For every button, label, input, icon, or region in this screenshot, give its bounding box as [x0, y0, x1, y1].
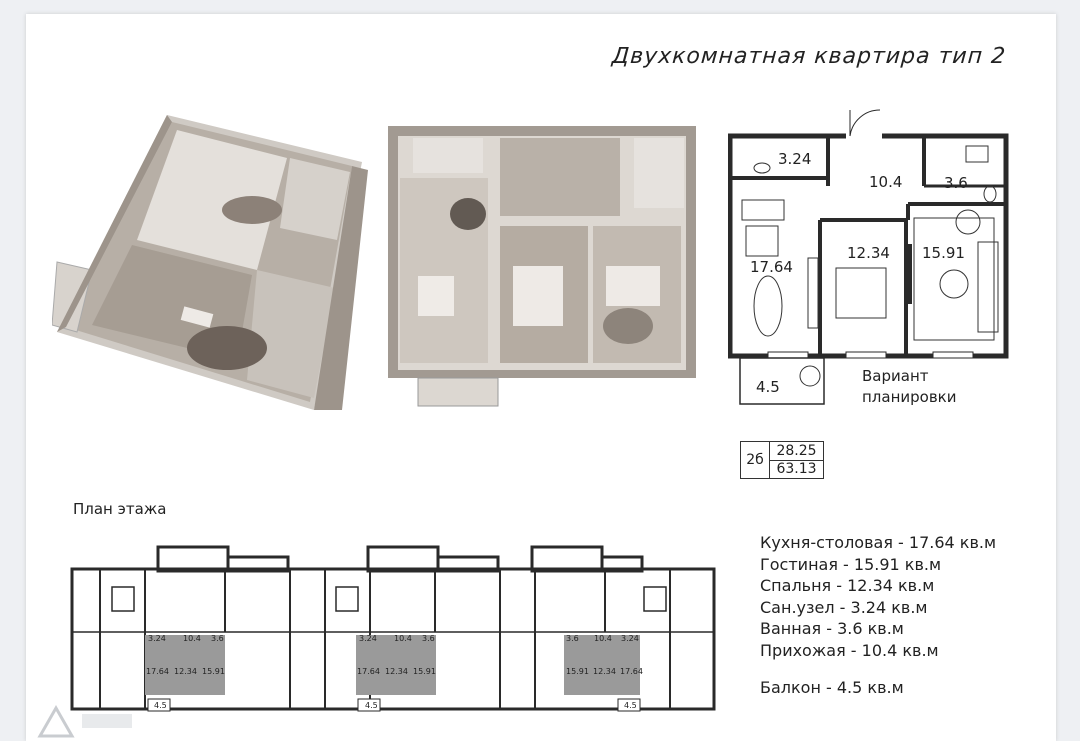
plan-room-bath: 3.6: [944, 174, 968, 192]
legend-item: Прихожая - 10.4 кв.м: [760, 640, 939, 660]
floor-plan-title: План этажа: [73, 500, 167, 518]
floor-unit-2-l: 15.91: [413, 667, 436, 676]
floor-unit-3-k: 15.91: [566, 667, 589, 676]
floor-unit-3: [565, 633, 651, 713]
unit-area-box: [740, 441, 824, 479]
plan-room-kitchen: 17.64: [750, 258, 793, 276]
floor-unit-1: [145, 633, 231, 713]
legend-item: Сан.узел - 3.24 кв.м: [760, 597, 928, 617]
legend-item: Спальня - 12.34 кв.м: [760, 576, 935, 595]
floor-unit-2-k: 17.64: [357, 667, 380, 676]
page-title: Двухкомнатная квартира тип 2: [611, 44, 1007, 69]
unit-code: 2б: [741, 442, 770, 478]
floor-unit-1-r3: 3.6: [211, 634, 224, 643]
legend-item: Кухня-столовая - 17.64 кв.м: [760, 533, 997, 552]
unit-total-area: 63.13: [776, 461, 817, 477]
plan-room-balcony: 4.5: [756, 378, 780, 396]
layout-variant-caption: [862, 366, 957, 408]
plan-room-hall: 10.4: [869, 173, 903, 191]
floor-unit-3-r3: 3.24: [621, 634, 639, 643]
floor-unit-2-r2: 10.4: [394, 634, 412, 643]
floor-unit-2-b: 12.34: [385, 667, 408, 676]
legend-item: Гостиная - 15.91 кв.м: [760, 554, 942, 574]
topdown-render-image: [388, 126, 696, 408]
floor-unit-2-r3: 3.6: [422, 634, 435, 643]
floor-unit-1-r1: 3.24: [148, 634, 166, 643]
floor-unit-1-r2: 10.4: [183, 634, 201, 643]
floor-unit-3-r2: 10.4: [594, 634, 612, 643]
floor-unit-3-bal: 4.5: [624, 701, 637, 710]
floor-unit-3-r1: 3.6: [566, 634, 579, 643]
variant-line-2: планировки: [862, 388, 957, 406]
legend-item: Ванная - 3.6 кв.м: [760, 619, 904, 638]
variant-line-1: Вариант: [862, 367, 929, 385]
floor-unit-1-k: 17.64: [146, 667, 169, 676]
plan-room-bathroom: 3.24: [778, 150, 812, 168]
watermark-logo: [0, 672, 140, 741]
floor-unit-3-b: 12.34: [593, 667, 616, 676]
unit-living-area: 28.25: [770, 442, 823, 461]
floor-unit-1-l: 15.91: [202, 667, 225, 676]
floor-unit-2-bal: 4.5: [365, 701, 378, 710]
legend-gap: [760, 661, 996, 677]
plan-room-living: 15.91: [922, 244, 965, 262]
floor-unit-3-l: 17.64: [620, 667, 643, 676]
area-legend: [760, 532, 996, 699]
legend-balcony: Балкон - 4.5 кв.м: [760, 678, 904, 697]
floor-unit-1-b: 12.34: [174, 667, 197, 676]
floor-unit-2-r1: 3.24: [359, 634, 377, 643]
isometric-render-image: [52, 110, 368, 412]
plan-room-bedroom: 12.34: [847, 244, 890, 262]
floor-unit-1-bal: 4.5: [154, 701, 167, 710]
floor-unit-2: [356, 633, 442, 713]
